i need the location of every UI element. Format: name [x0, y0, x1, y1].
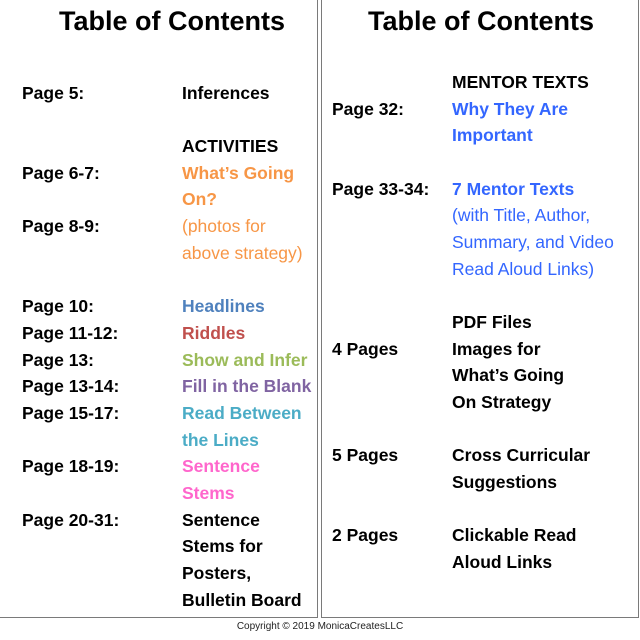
entry-photos: (photos for	[182, 216, 266, 236]
entry-cross-curricular: Cross Curricular	[452, 445, 591, 465]
entry-pdf-files: What’s Going	[452, 365, 565, 385]
page-label: Page 10:	[22, 296, 94, 316]
entry-whats-going-on: What’s Going	[182, 163, 295, 183]
page-label: Page 20-31:	[22, 510, 120, 530]
entry-pdf-files: Images for	[452, 339, 541, 359]
mentor-texts-heading: MENTOR TEXTS	[452, 72, 589, 92]
entry-pdf-files: On Strategy	[452, 392, 552, 412]
entry-sentence-stems: Sentence	[182, 456, 260, 476]
entry-posters: Bulletin Board	[182, 590, 302, 610]
entry-fill-in-the-blank: Fill in the Blank	[182, 376, 312, 396]
entry-clickable-links: Aloud Links	[452, 552, 553, 572]
activities-heading: ACTIVITIES	[182, 136, 279, 156]
entry-why-important: Why They Are	[452, 99, 569, 119]
entry-riddles: Riddles	[182, 323, 246, 343]
entry-mentor-texts: 7 Mentor Texts	[452, 179, 575, 199]
entry-why-important: Important	[452, 125, 533, 145]
page-label: Page 13-14:	[22, 376, 120, 396]
page-label: 4 Pages	[332, 339, 399, 359]
left-title: Table of Contents	[59, 6, 285, 36]
entry-cross-curricular: Suggestions	[452, 472, 558, 492]
page-label: Page 15-17:	[22, 403, 120, 423]
entry-headlines: Headlines	[182, 296, 265, 316]
entry-mentor-texts: Read Aloud Links)	[452, 259, 595, 279]
entry-posters: Posters,	[182, 563, 252, 583]
page-label: Page 8-9:	[22, 216, 100, 236]
entry-read-between: Read Between	[182, 403, 302, 423]
entry-posters: Sentence	[182, 510, 260, 530]
page-label: Page 13:	[22, 350, 94, 370]
entry-clickable-links: Clickable Read	[452, 525, 577, 545]
entry-photos: above strategy)	[182, 243, 303, 263]
entry-show-and-infer: Show and Infer	[182, 350, 308, 370]
page-label: Page 32:	[332, 99, 404, 119]
entry-mentor-texts: (with Title, Author,	[452, 205, 591, 225]
page-label: Page 11-12:	[22, 323, 119, 343]
entry-posters: Stems for	[182, 536, 263, 556]
page-label: 2 Pages	[332, 525, 399, 545]
right-title: Table of Contents	[368, 6, 594, 36]
entry-whats-going-on: On?	[182, 189, 217, 209]
entry-inferences: Inferences	[182, 83, 270, 103]
page-label: 5 Pages	[332, 445, 399, 465]
page-label: Page 33-34:	[332, 179, 430, 199]
entry-read-between: the Lines	[182, 430, 259, 450]
entry-mentor-texts: Summary, and Video	[452, 232, 614, 252]
page-label: Page 5:	[22, 83, 85, 103]
entry-sentence-stems: Stems	[182, 483, 235, 503]
page-label: Page 6-7:	[22, 163, 100, 183]
entry-pdf-files: PDF Files	[452, 312, 532, 332]
copyright: Copyright © 2019 MonicaCreatesLLC	[236, 621, 404, 632]
page-label: Page 18-19:	[22, 456, 120, 476]
